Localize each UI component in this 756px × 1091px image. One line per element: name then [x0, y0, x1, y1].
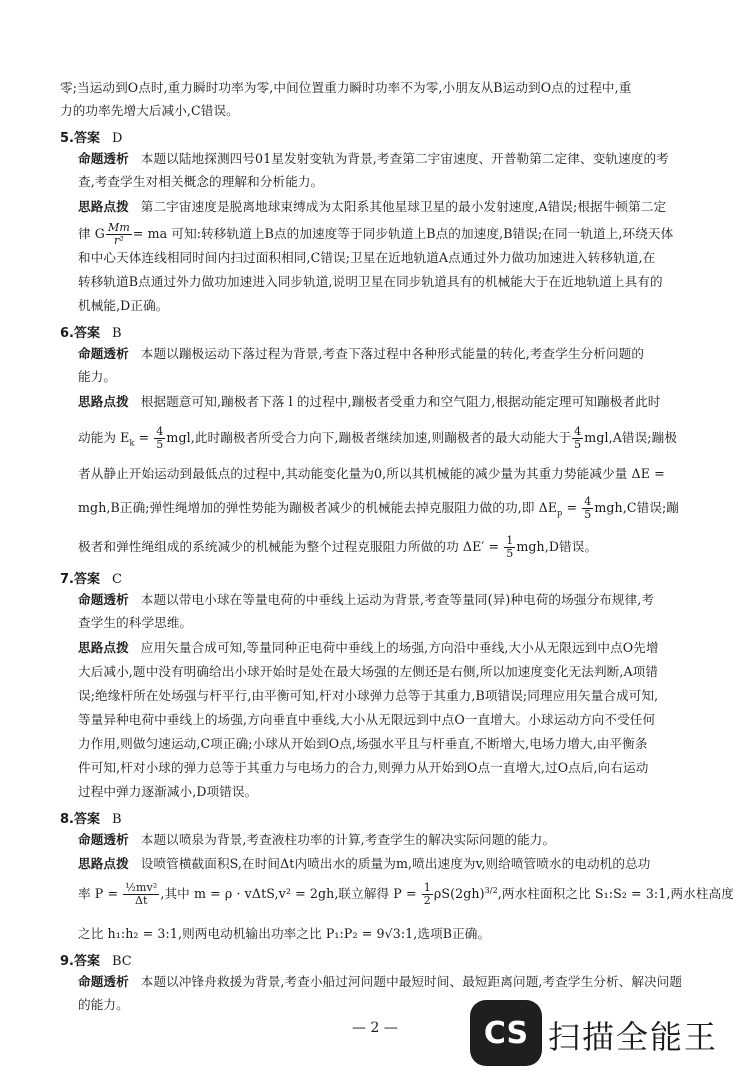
- text-line: 查,考查学生对相关概念的理解和分析能力。: [78, 174, 324, 189]
- text-line: 和中心天体连线相同时间内扫过面积相同,C错误;卫星在近地轨道A点通过外力做功加速进入转移轨道,在: [78, 250, 656, 265]
- text-span: 本题以陆地探测四号01星发射变轨为背景,考查第二宇宙速度、开普勒第二定律、变轨速度的考: [140, 151, 669, 166]
- text-line: 机械能,D正确。: [78, 298, 169, 313]
- text-span: 本题以喷泉为背景,考查液柱功率的计算,考查学生的解决实际问题的能力。: [140, 832, 556, 847]
- answer-heading-9: [60, 950, 132, 969]
- text-line: [78, 974, 682, 990]
- text-span: 律 G: [78, 226, 105, 241]
- text-span: 设喷管横截面积S,在时间Δt内喷出水的质量为m,喷出速度为v,则给喷管喷水的电动机的总功: [140, 856, 651, 871]
- text-span: 本题以蹦极运动下落过程为背景,考查下落过程中各种形式能量的转化,考查学生分析问题的: [140, 346, 645, 361]
- text-line: [78, 592, 654, 608]
- text-span: 本题以带电小球在等量电荷的中垂线上运动为背景,考查等量同(异)种电荷的场强分布规律,考: [140, 592, 655, 607]
- text-line: 等量异种电荷中垂线上的场强,方向垂直中垂线,大小从无限远到中点O一直增大。小球运动方向不受任何: [78, 712, 656, 727]
- text-line: [78, 394, 660, 410]
- answer-value: B: [112, 326, 122, 341]
- text-line: 件可知,杆对小球的弹力总等于其重力与电场力的合力,则弹力从开始到O点一直增大,过O点后,向右运动: [78, 760, 649, 775]
- fraction-denominator: 2: [423, 894, 431, 907]
- fraction: [123, 882, 159, 907]
- text-line: 力的功率先增大后减小,C错误。: [60, 103, 239, 118]
- text-span: 根据题意可知,蹦极者下落 l 的过程中,蹦极者受重力和空气阻力,根据动能定理可知蹦极者此时: [140, 394, 661, 409]
- answer-value: D: [112, 131, 123, 146]
- fraction-numerator: 1: [423, 881, 431, 894]
- text-span: 动能为 E: [78, 430, 130, 445]
- fraction-numerator: Mm: [107, 221, 130, 234]
- watermark-brand: 扫描全能王: [548, 1018, 719, 1056]
- fraction-numerator: 4: [584, 495, 592, 508]
- section-label: 命题透析: [78, 592, 129, 607]
- answer-label: 答案: [73, 954, 100, 969]
- answer-label: 答案: [73, 812, 100, 827]
- question-number: 8.: [60, 812, 74, 827]
- text-line: [78, 151, 669, 167]
- text-line: [78, 640, 659, 656]
- answer-label: 答案: [73, 131, 100, 146]
- text-span: = ma 可知:转移轨道上B点的加速度等于同步轨道上B点的加速度,B错误;在同一轨道上,环绕天体: [132, 226, 674, 241]
- answer-label: 答案: [73, 572, 100, 587]
- answer-heading-6: [60, 322, 122, 341]
- text-line: 过程中弹力逐渐减小,D项错误。: [78, 784, 258, 799]
- fraction-numerator: 1: [506, 534, 514, 547]
- text-line: [78, 426, 677, 452]
- section-label: 命题透析: [78, 151, 129, 166]
- section-label: 思路点拨: [78, 856, 129, 871]
- fraction: [582, 496, 593, 521]
- text-line: [78, 535, 597, 560]
- text-span: ρS(2gh): [433, 886, 485, 901]
- fraction-denominator: 5: [156, 438, 164, 451]
- fraction-denominator: Δt: [135, 894, 148, 907]
- page-number: — 2 —: [352, 1020, 398, 1036]
- text-line: 大后减小,题中没有明确给出小球开始时是处在最大场强的左侧还是右侧,所以加速度变化无法判断,A项错: [78, 664, 659, 679]
- section-label: 命题透析: [78, 832, 129, 847]
- text-line: 的能力。: [78, 997, 129, 1012]
- text-span: =: [134, 430, 154, 445]
- text-span: mgh,C错误;蹦: [594, 500, 680, 515]
- answer-label: 答案: [73, 326, 100, 341]
- text-span: mgh,B正确;弹性绳增加的弹性势能为蹦极者减少的机械能去掉克服阻力做的功,即 ΔE: [78, 500, 558, 515]
- camscanner-logo-icon: CS: [470, 1000, 542, 1066]
- text-line: 能力。: [78, 369, 117, 384]
- text-line: 者从静止开始运动到最低点的过程中,其动能变化量为0,所以其机械能的减少量为其重力势能减少量 ΔE =: [78, 466, 665, 481]
- answer-value: C: [112, 572, 122, 587]
- text-line: 之比 h₁:h₂ = 3:1,则两电动机输出功率之比 P₁:P₂ = 9√3:1,选项B正确。: [78, 926, 491, 941]
- text-span: mgh,D错误。: [516, 539, 598, 554]
- text-line: [78, 832, 555, 848]
- section-label: 命题透析: [78, 974, 129, 989]
- text-line: [78, 346, 644, 362]
- fraction-numerator: 4: [574, 425, 582, 438]
- answer-value: B: [112, 812, 122, 827]
- section-label: 思路点拨: [78, 640, 129, 655]
- text-span: =: [562, 500, 582, 515]
- text-line: 力作用,则做匀速运动,C项正确;小球从开始到O点,场强水平且与杆垂直,不断增大,电场力增大,由平衡条: [78, 736, 648, 751]
- text-span: mgl,此时蹦极者所受合力向下,蹦极者继续加速,则蹦极者的最大动能大于: [166, 430, 572, 445]
- fraction-denominator: 5: [506, 547, 514, 560]
- text-line: 转移轨道B点通过外力做功加速进入同步轨道,说明卫星在同步轨道具有的机械能大于在近地轨道上具有的: [78, 274, 663, 289]
- answer-heading-5: [60, 127, 122, 146]
- question-number: 6.: [60, 326, 74, 341]
- fraction-denominator: r²: [113, 234, 124, 247]
- question-number: 7.: [60, 572, 74, 587]
- text-line: 误;绝缘杆所在处场强与杆平行,由平衡可知,杆对小球弹力总等于其重力,B项错误;同理应用矢量合成可知,: [78, 688, 659, 703]
- text-span: ,两水柱面积之比 S₁:S₂ = 3:1,两水柱高度: [497, 886, 734, 901]
- fraction: [422, 882, 433, 907]
- text-line: 零;当运动到O点时,重力瞬时功率为零,中间位置重力瞬时功率不为零,小朋友从B运动到O点的过程中,重: [60, 80, 632, 95]
- text-line: [78, 222, 673, 247]
- fraction-denominator: 5: [584, 508, 592, 521]
- text-span: 极者和弹性绳组成的系统减少的机械能为整个过程克服阻力所做的功 ΔE′ =: [78, 539, 504, 554]
- fraction: [572, 426, 583, 451]
- answer-value: BC: [112, 954, 132, 969]
- text-span: 应用矢量合成可知,等量同种正电荷中垂线上的场强,方向沿中垂线,大小从无限远到中点O先增: [140, 640, 659, 655]
- text-line: 查学生的科学思维。: [78, 615, 193, 630]
- question-number: 9.: [60, 954, 74, 969]
- subscript: p: [557, 508, 563, 518]
- fraction: [154, 426, 165, 451]
- answer-heading-8: [60, 808, 122, 827]
- text-line: [78, 856, 650, 872]
- section-label: 命题透析: [78, 346, 129, 361]
- text-line: [78, 882, 734, 907]
- text-span: mgl,A错误;蹦极: [584, 430, 678, 445]
- fraction-numerator: ½mv²: [125, 881, 158, 894]
- subscript: k: [129, 438, 135, 448]
- text-span: ,其中 m = ρ · vΔtS,v² = 2gh,联立解得 P =: [160, 886, 421, 901]
- fraction: [106, 222, 132, 247]
- text-span: 第二宇宙速度是脱离地球束缚成为太阳系其他星球卫星的最小发射速度,A错误;根据牛顿第二定: [140, 199, 667, 214]
- fraction: [504, 535, 515, 560]
- superscript: 3/2: [484, 885, 498, 895]
- section-label: 思路点拨: [78, 199, 129, 214]
- question-number: 5.: [60, 131, 74, 146]
- fraction-denominator: 5: [574, 438, 582, 451]
- text-span: 率 P =: [78, 886, 123, 901]
- answer-heading-7: [60, 568, 122, 587]
- text-line: [78, 496, 679, 522]
- section-label: 思路点拨: [78, 394, 129, 409]
- fraction-numerator: 4: [156, 425, 164, 438]
- text-line: [78, 199, 666, 215]
- text-span: 本题以冲锋舟救援为背景,考查小船过河问题中最短时间、最短距离问题,考查学生分析、解决问题: [140, 974, 683, 989]
